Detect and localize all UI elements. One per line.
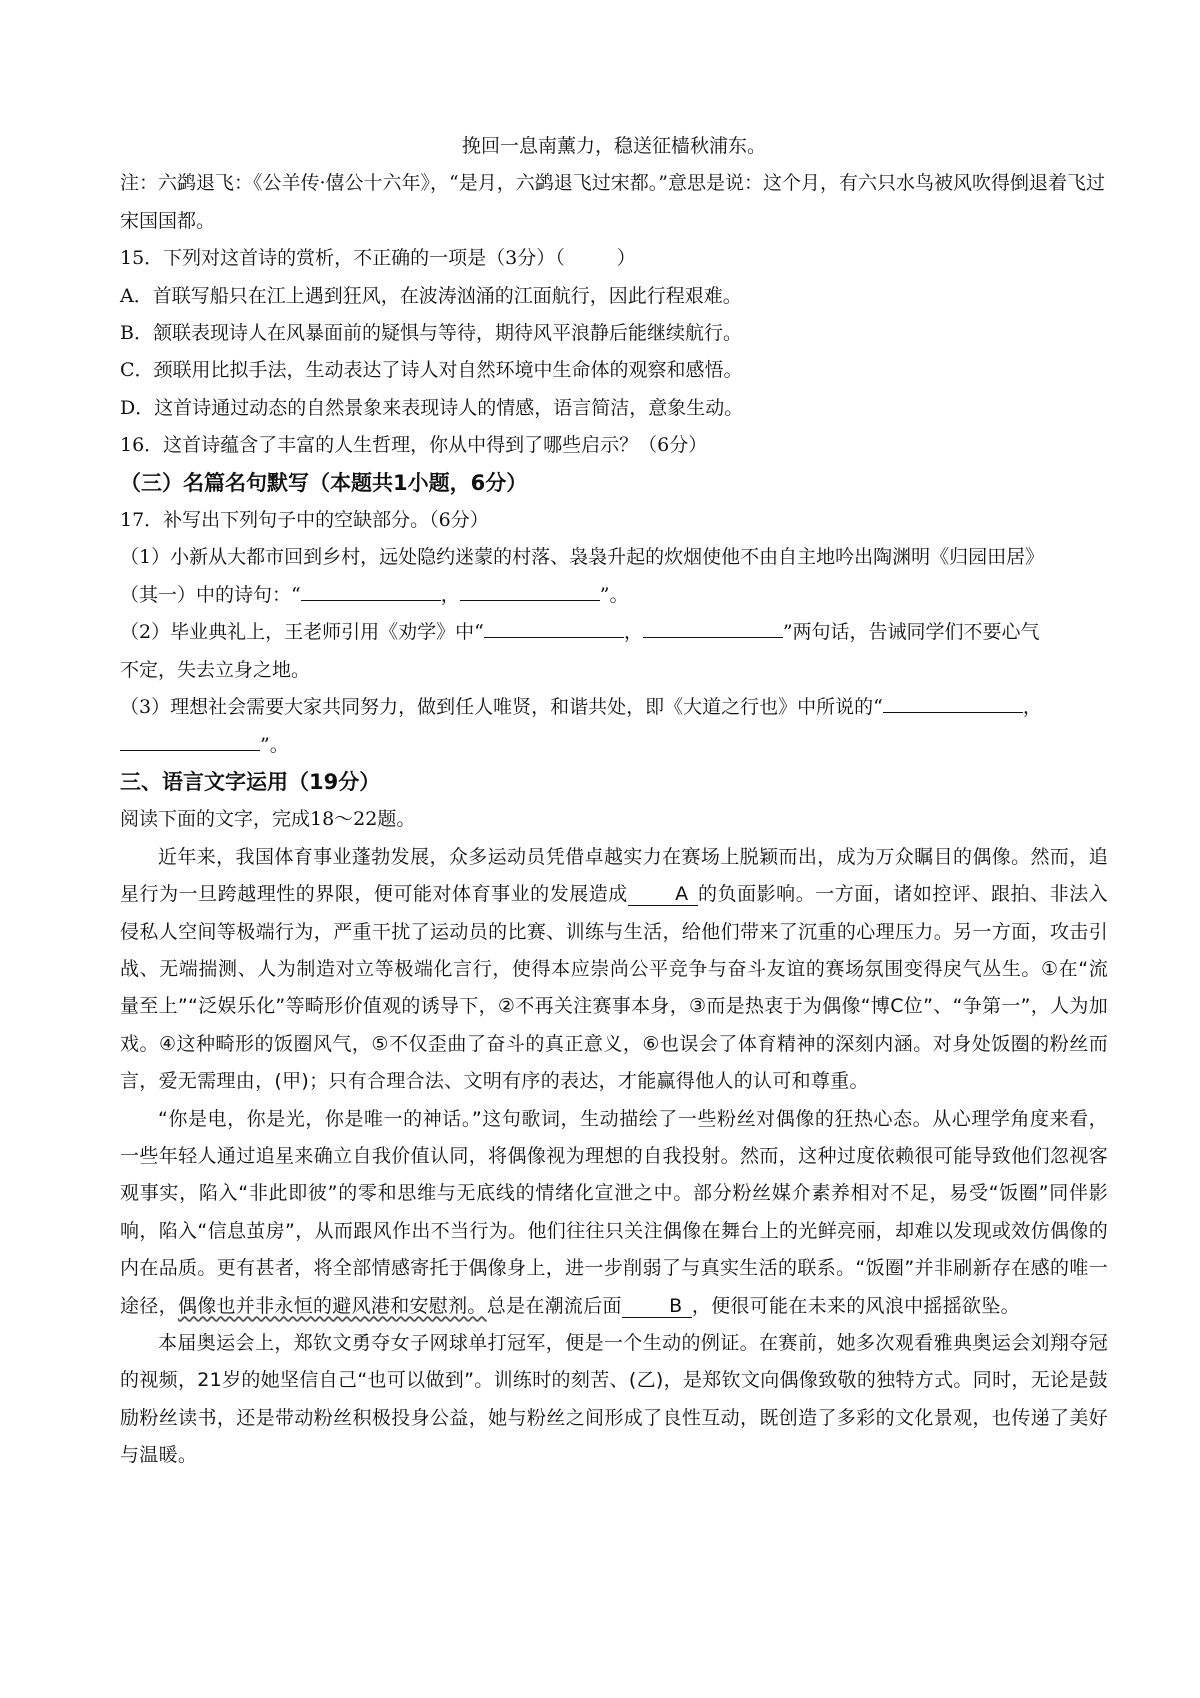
q15-option-a: A．首联写船只在江上遇到狂风，在波涛汹涌的江面航行，因此行程艰难。 — [120, 284, 742, 307]
q17-item3b-post: ”。 — [260, 733, 289, 756]
reading-paragraph-3: 本届奥运会上，郑钦文勇夺女子网球单打冠军，便是一个生动的例证。在赛前，她多次观看雅典奥运会刘翔夺冠的视频，21岁的她坚信自己“也可以做到”。训练时的刻苦、(乙)，是郑钦文向偶像致敬的独特方式。同时，无论是鼓励粉丝读书，还是带动粉丝积极投身公益，她与粉丝之间形成了良性互动，既创造了多彩的文化景观，也传递了美好与温暖。 — [120, 1332, 1108, 1467]
para2-text-1: “你是电，你是光，你是唯一的神话。”这句歌词，生动描绘了一些粉丝对偶像的狂热心态。从心理学角度来看，一些年轻人通过追星来确立自我价值认同，将偶像视为理想的自我投射。然而，这种过度依赖很可能导致他们忽视客观事实，陷入“非此即彼”的零和思维与无底线的情绪化宣泄之中。部分粉丝媒介素养相对不足，易受“饭圈”同伴影响，陷入“信息茧房”，从而跟风作出不当行为。他们往往只关注偶像在舞台上的光鲜亮丽，却难以发现或效仿偶像的内在品质。更有甚者，将全部情感寄托于偶像身上，进一步削弱了与真实生活的联系。“饭圈”并非刷新存在感的唯一途径， — [120, 1107, 1108, 1317]
part3-title: 三、语言文字运用（19分） — [120, 769, 381, 794]
q17-item2-mid: ， — [623, 621, 643, 644]
blank-a[interactable]: A — [628, 883, 698, 906]
q15-stem — [120, 240, 1108, 277]
wavy-underlined-sentence: 偶像也并非永恒的避风港和安慰剂。 — [177, 1294, 487, 1317]
q15-stem-text: 15．下列对这首诗的赏析，不正确的一项是（3分）（ — [120, 247, 565, 270]
reading-paragraph-2 — [120, 1101, 1108, 1325]
q17-item1a: （1）小新从大都市回到乡村，远处隐约迷蒙的村落、袅袅升起的炊烟使他不由自主地吟出陶渊明《归园田居》 — [120, 546, 1045, 569]
q17-item3-mid: ， — [1022, 696, 1042, 719]
section3-title: （三）名篇名句默写（本题共1小题，6分） — [120, 470, 528, 495]
q17-item2-post: ”两句话，告诫同学们不要心气 — [782, 621, 1040, 644]
fill-blank[interactable] — [883, 712, 1023, 713]
fill-blank[interactable] — [301, 600, 441, 601]
fill-blank[interactable] — [460, 600, 600, 601]
q17-item1b-pre: （其一）中的诗句：“ — [120, 583, 301, 606]
q17-item2b: 不定，失去立身之地。 — [120, 658, 311, 681]
para2-text-3: ，便很可能在未来的风浪中摇摇欲坠。 — [691, 1294, 1020, 1317]
q17-stem: 17．补写出下列句子中的空缺部分。（6分） — [120, 509, 489, 532]
q17-item2-pre: （2）毕业典礼上，王老师引用《劝学》中“ — [120, 621, 484, 644]
fill-blank[interactable] — [120, 750, 260, 751]
para2-text-2: 总是在潮流后面 — [486, 1294, 622, 1317]
poem-last-line: 挽回一息南薰力，稳送征樯秋浦东。 — [461, 135, 766, 157]
q17-item1b-mid: ， — [440, 583, 460, 606]
q16-stem: 16．这首诗蕴含了丰富的人生哲理，你从中得到了哪些启示？（6分） — [120, 434, 708, 457]
blank-b[interactable]: B — [622, 1295, 692, 1318]
fill-blank[interactable] — [643, 637, 783, 638]
q17-item1b-post: ”。 — [599, 583, 629, 606]
q15-stem-end: ） — [616, 247, 636, 270]
q15-option-c: C．颈联用比拟手法，生动表达了诗人对自然环境中生命体的观察和感悟。 — [120, 359, 743, 382]
q17-item1b — [120, 577, 1108, 614]
poem-note: 注：六鹢退飞：《公羊传·僖公十六年》，“是月，六鹢退飞过宋都。”意思是说：这个月，有六只水鸟被风吹得倒退着飞过宋国国都。 — [120, 172, 1105, 232]
reading-paragraph-1 — [120, 839, 1108, 1101]
fill-blank[interactable] — [484, 637, 624, 638]
q15-option-d: D．这首诗通过动态的自然景象来表现诗人的情感，语言简洁，意象生动。 — [120, 396, 744, 419]
q15-option-b: B．颔联表现诗人在风暴面前的疑惧与等待，期待风平浪静后能继续航行。 — [120, 322, 742, 345]
para1-text-1: 近年来，我国体育事业蓬勃发展，众多运动员凭借卓越实力在赛场上脱颖而出，成为万众瞩目的偶像。然而，追星行为一旦跨越理性的界限，便可能对体育事业的发展造成 — [120, 845, 1108, 906]
reading-intro: 阅读下面的文字，完成18～22题。 — [120, 808, 416, 831]
q17-item2 — [120, 614, 1108, 651]
q17-item3b — [120, 727, 1108, 764]
q17-item3 — [120, 689, 1108, 726]
q17-item3-pre: （3）理想社会需要大家共同努力，做到任人唯贤，和谐共处，即《大道之行也》中所说的“ — [120, 696, 883, 719]
para1-text-2: 的负面影响。一方面，诸如控评、跟拍、非法入侵私人空间等极端行为，严重干扰了运动员的比赛、训练与生活，给他们带来了沉重的心理压力。另一方面，攻击引战、无端揣测、人为制造对立等极端化言行，使得本应崇尚公平竞争与奋斗友谊的赛场氛围变得戾气丛生。①在“流量至上”“泛娱乐化”等畸形价值观的诱导下，②不再关注赛事本身，③而是热衷于为偶像“博C位”、“争第一”，人为加戏。④这种畸形的饭圈风气，⑤不仅歪曲了奋斗的真正意义，⑥也误会了体育精神的深刻内涵。对身处饭圈的粉丝而言，爱无需理由，(甲)；只有合理合法、文明有序的表达，才能赢得他人的认可和尊重。 — [120, 883, 1108, 1093]
